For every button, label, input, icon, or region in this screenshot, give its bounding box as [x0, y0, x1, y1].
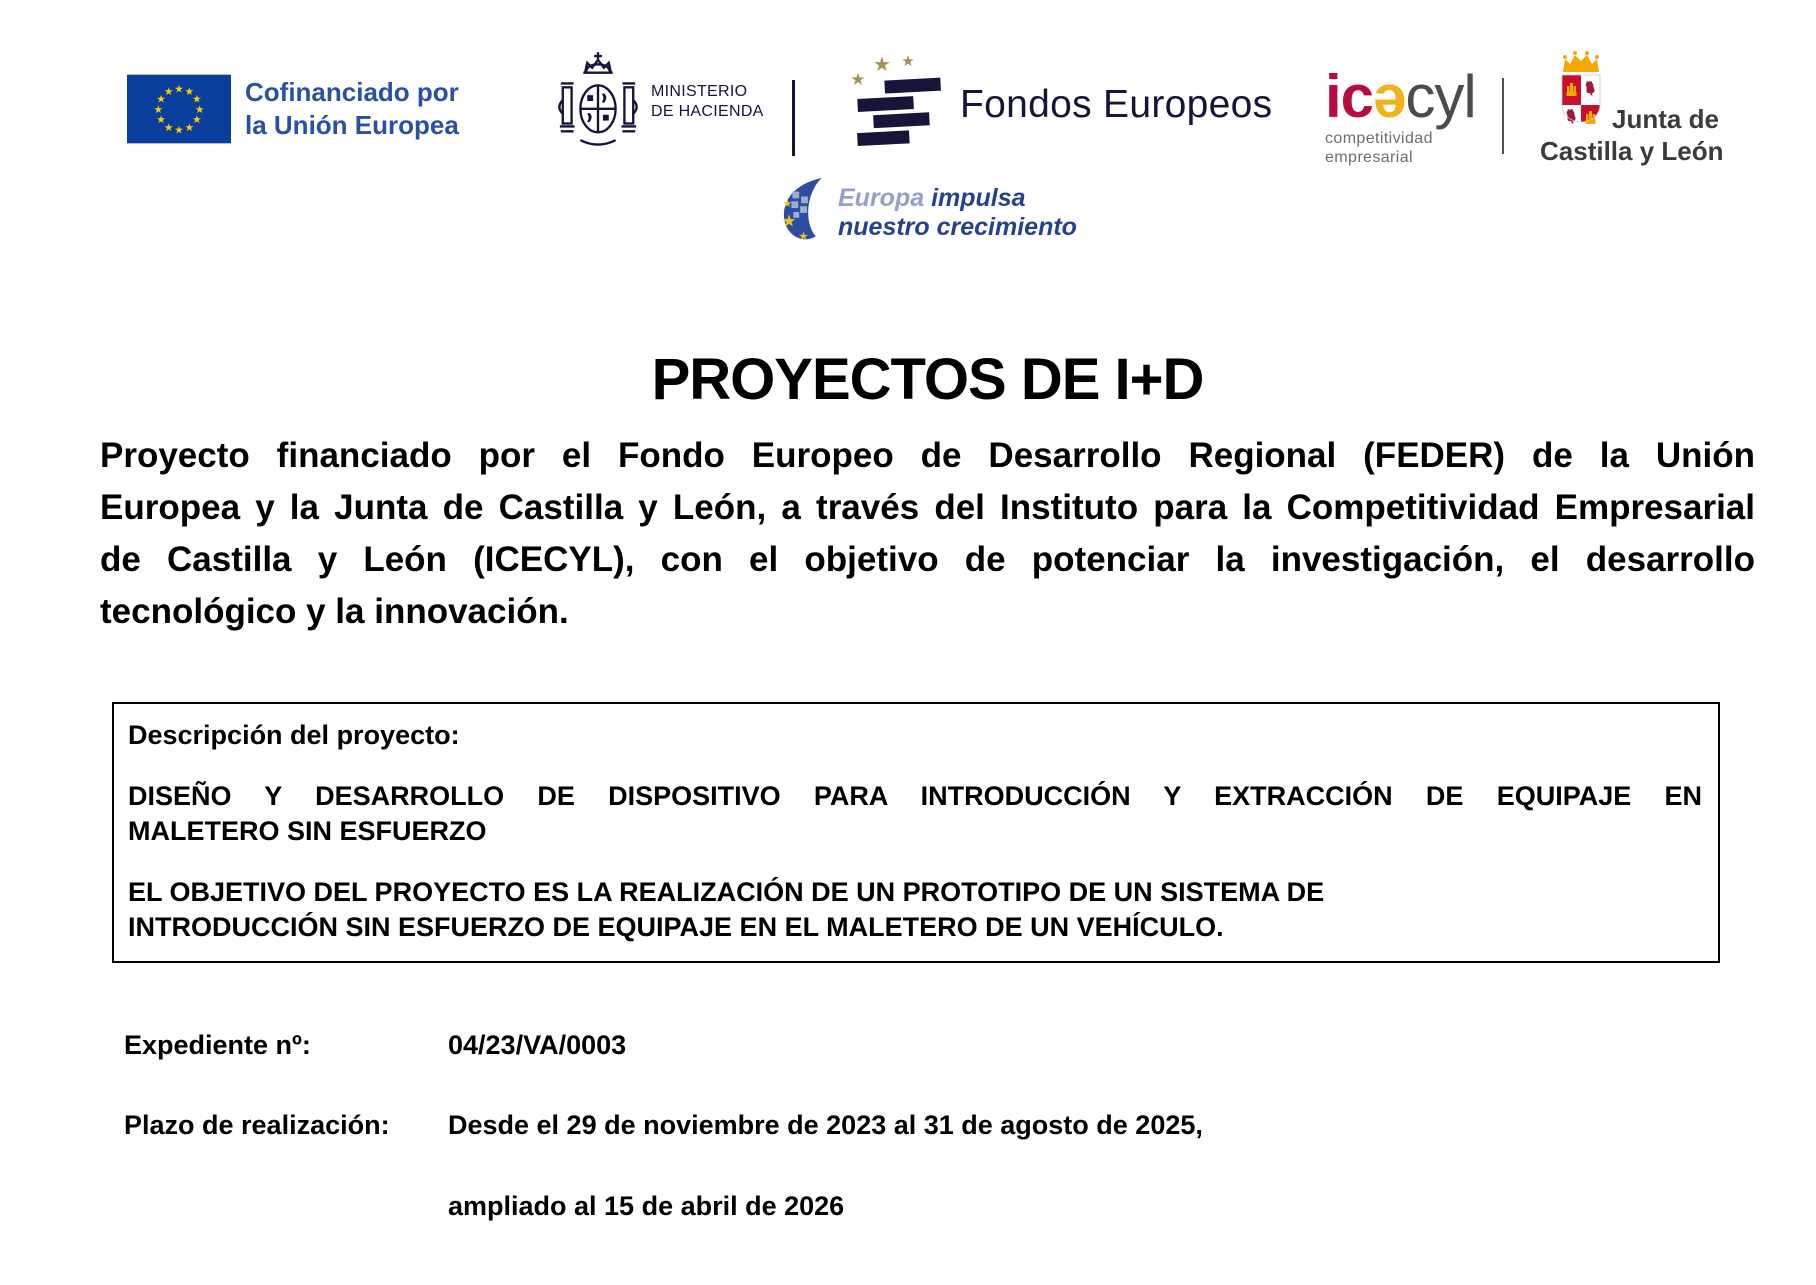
svg-text:★: ★ — [163, 120, 174, 134]
eu-cofinanciado-line1: Cofinanciado por — [245, 77, 459, 107]
description-p1-line1: DISEÑO Y DESARROLLO DE DISPOSITIVO PARA INTRODUCCIÓN Y EXTRACCIÓN DE EQUIPAJE EN — [128, 781, 1702, 811]
europa-word2: impulsa — [924, 184, 1026, 212]
svg-text:★: ★ — [192, 92, 202, 106]
europa-line2: nuestro crecimiento — [838, 213, 1077, 241]
intro-paragraph — [100, 430, 1755, 638]
intro-line-2: Europea y la Junta de Castilla y León, a través del Instituto para la Competitividad Empresarial — [100, 488, 1755, 527]
description-p1-line2: MALETERO SIN ESFUERZO — [128, 816, 487, 846]
svg-text:★: ★ — [782, 197, 793, 211]
svg-text:★: ★ — [192, 113, 202, 127]
description-p2-line1: EL OBJETIVO DEL PROYECTO ES LA REALIZACIÓN DE UN PROTOTIPO DE UN SISTEMA DE — [128, 877, 1325, 907]
ministerio-text — [651, 82, 764, 122]
ministerio-line1: MINISTERIO — [651, 83, 748, 100]
fondos-europeos-label: Fondos Europeos — [960, 82, 1273, 126]
svg-text:★: ★ — [873, 52, 891, 76]
plazo-value: Desde el 29 de noviembre de 2023 al 31 de agosto de 2025, — [448, 1110, 1203, 1140]
svg-text:★: ★ — [174, 123, 184, 137]
svg-text:★: ★ — [901, 52, 915, 70]
icecyl-subtitle — [1325, 129, 1476, 167]
europa-line1 — [838, 184, 1077, 213]
fondos-europeos-logo — [846, 52, 1272, 157]
svg-text:★: ★ — [163, 85, 174, 99]
europa-impulsa-text — [838, 184, 1077, 246]
icecyl-ic: ic — [1325, 63, 1374, 130]
logo-divider-2 — [1502, 78, 1504, 154]
description-box-label: Descripción del proyecto: — [128, 720, 460, 750]
intro-line-1: Proyecto financiado por el Fondo Europeo de Desarrollo Regional (FEDER) de la Unión — [100, 436, 1755, 475]
icecyl-subtitle-line1: competitividad — [1325, 130, 1433, 147]
svg-text:★: ★ — [156, 92, 166, 106]
europa-impulsa-logo — [778, 176, 1077, 246]
description-box — [112, 702, 1720, 963]
europa-word1: Europa — [838, 184, 925, 212]
project-description-paragraph-2 — [128, 875, 1702, 945]
plazo-row — [124, 1110, 1624, 1141]
svg-text:★: ★ — [194, 102, 205, 116]
eu-flag-icon — [127, 74, 231, 144]
svg-text:★: ★ — [781, 211, 797, 231]
svg-text:★: ★ — [174, 82, 184, 96]
svg-text:★: ★ — [850, 70, 866, 90]
junta-shield-icon — [1554, 48, 1608, 138]
page-title: PROYECTOS DE I+D — [651, 347, 1204, 412]
icecyl-logo — [1325, 63, 1476, 167]
intro-line-4: tecnológico y la innovación. — [100, 592, 569, 631]
svg-text:★: ★ — [184, 120, 195, 134]
icecyl-cyl: cyl — [1405, 63, 1476, 130]
svg-text:★: ★ — [798, 229, 809, 244]
icecyl-wordmark — [1325, 63, 1476, 130]
eu-cofinanciado-line2: la Unión Europea — [245, 110, 459, 140]
ministerio-line2: DE HACIENDA — [651, 103, 764, 120]
eu-cofinanciado-text — [245, 76, 459, 142]
svg-text:★: ★ — [156, 113, 166, 127]
svg-text:★: ★ — [184, 85, 195, 99]
expediente-value: 04/23/VA/0003 — [448, 1030, 627, 1060]
description-p2-line2: INTRODUCCIÓN SIN ESFUERZO DE EQUIPAJE EN EL MALETERO DE UN VEHÍCULO. — [128, 912, 1224, 942]
intro-line-3: de Castilla y León (ICECYL), con el objetivo de potenciar la investigación, el desarrollo — [100, 540, 1755, 579]
plazo-label: Plazo de realización: — [124, 1110, 390, 1140]
expediente-label: Expediente nº: — [124, 1030, 311, 1060]
junta-logo — [1538, 46, 1748, 166]
plazo-value-line2: ampliado al 15 de abril de 2026 — [448, 1191, 845, 1221]
icecyl-subtitle-line2: empresarial — [1325, 149, 1413, 166]
junta-label-line1: Junta de — [1612, 104, 1719, 134]
junta-label-line2: Castilla y León — [1540, 136, 1724, 166]
eu-cofinanciado-logo — [127, 74, 459, 144]
ministerio-logo — [553, 48, 764, 156]
europa-leaf-icon — [778, 176, 832, 246]
fondos-europeos-icon — [846, 52, 946, 157]
expediente-row — [124, 1030, 1624, 1061]
logo-divider — [792, 80, 795, 156]
spain-coat-of-arms-icon — [553, 48, 643, 156]
svg-text:★: ★ — [153, 102, 164, 116]
project-description-paragraph-1 — [128, 779, 1702, 849]
icecyl-e: ǝ — [1373, 63, 1406, 130]
